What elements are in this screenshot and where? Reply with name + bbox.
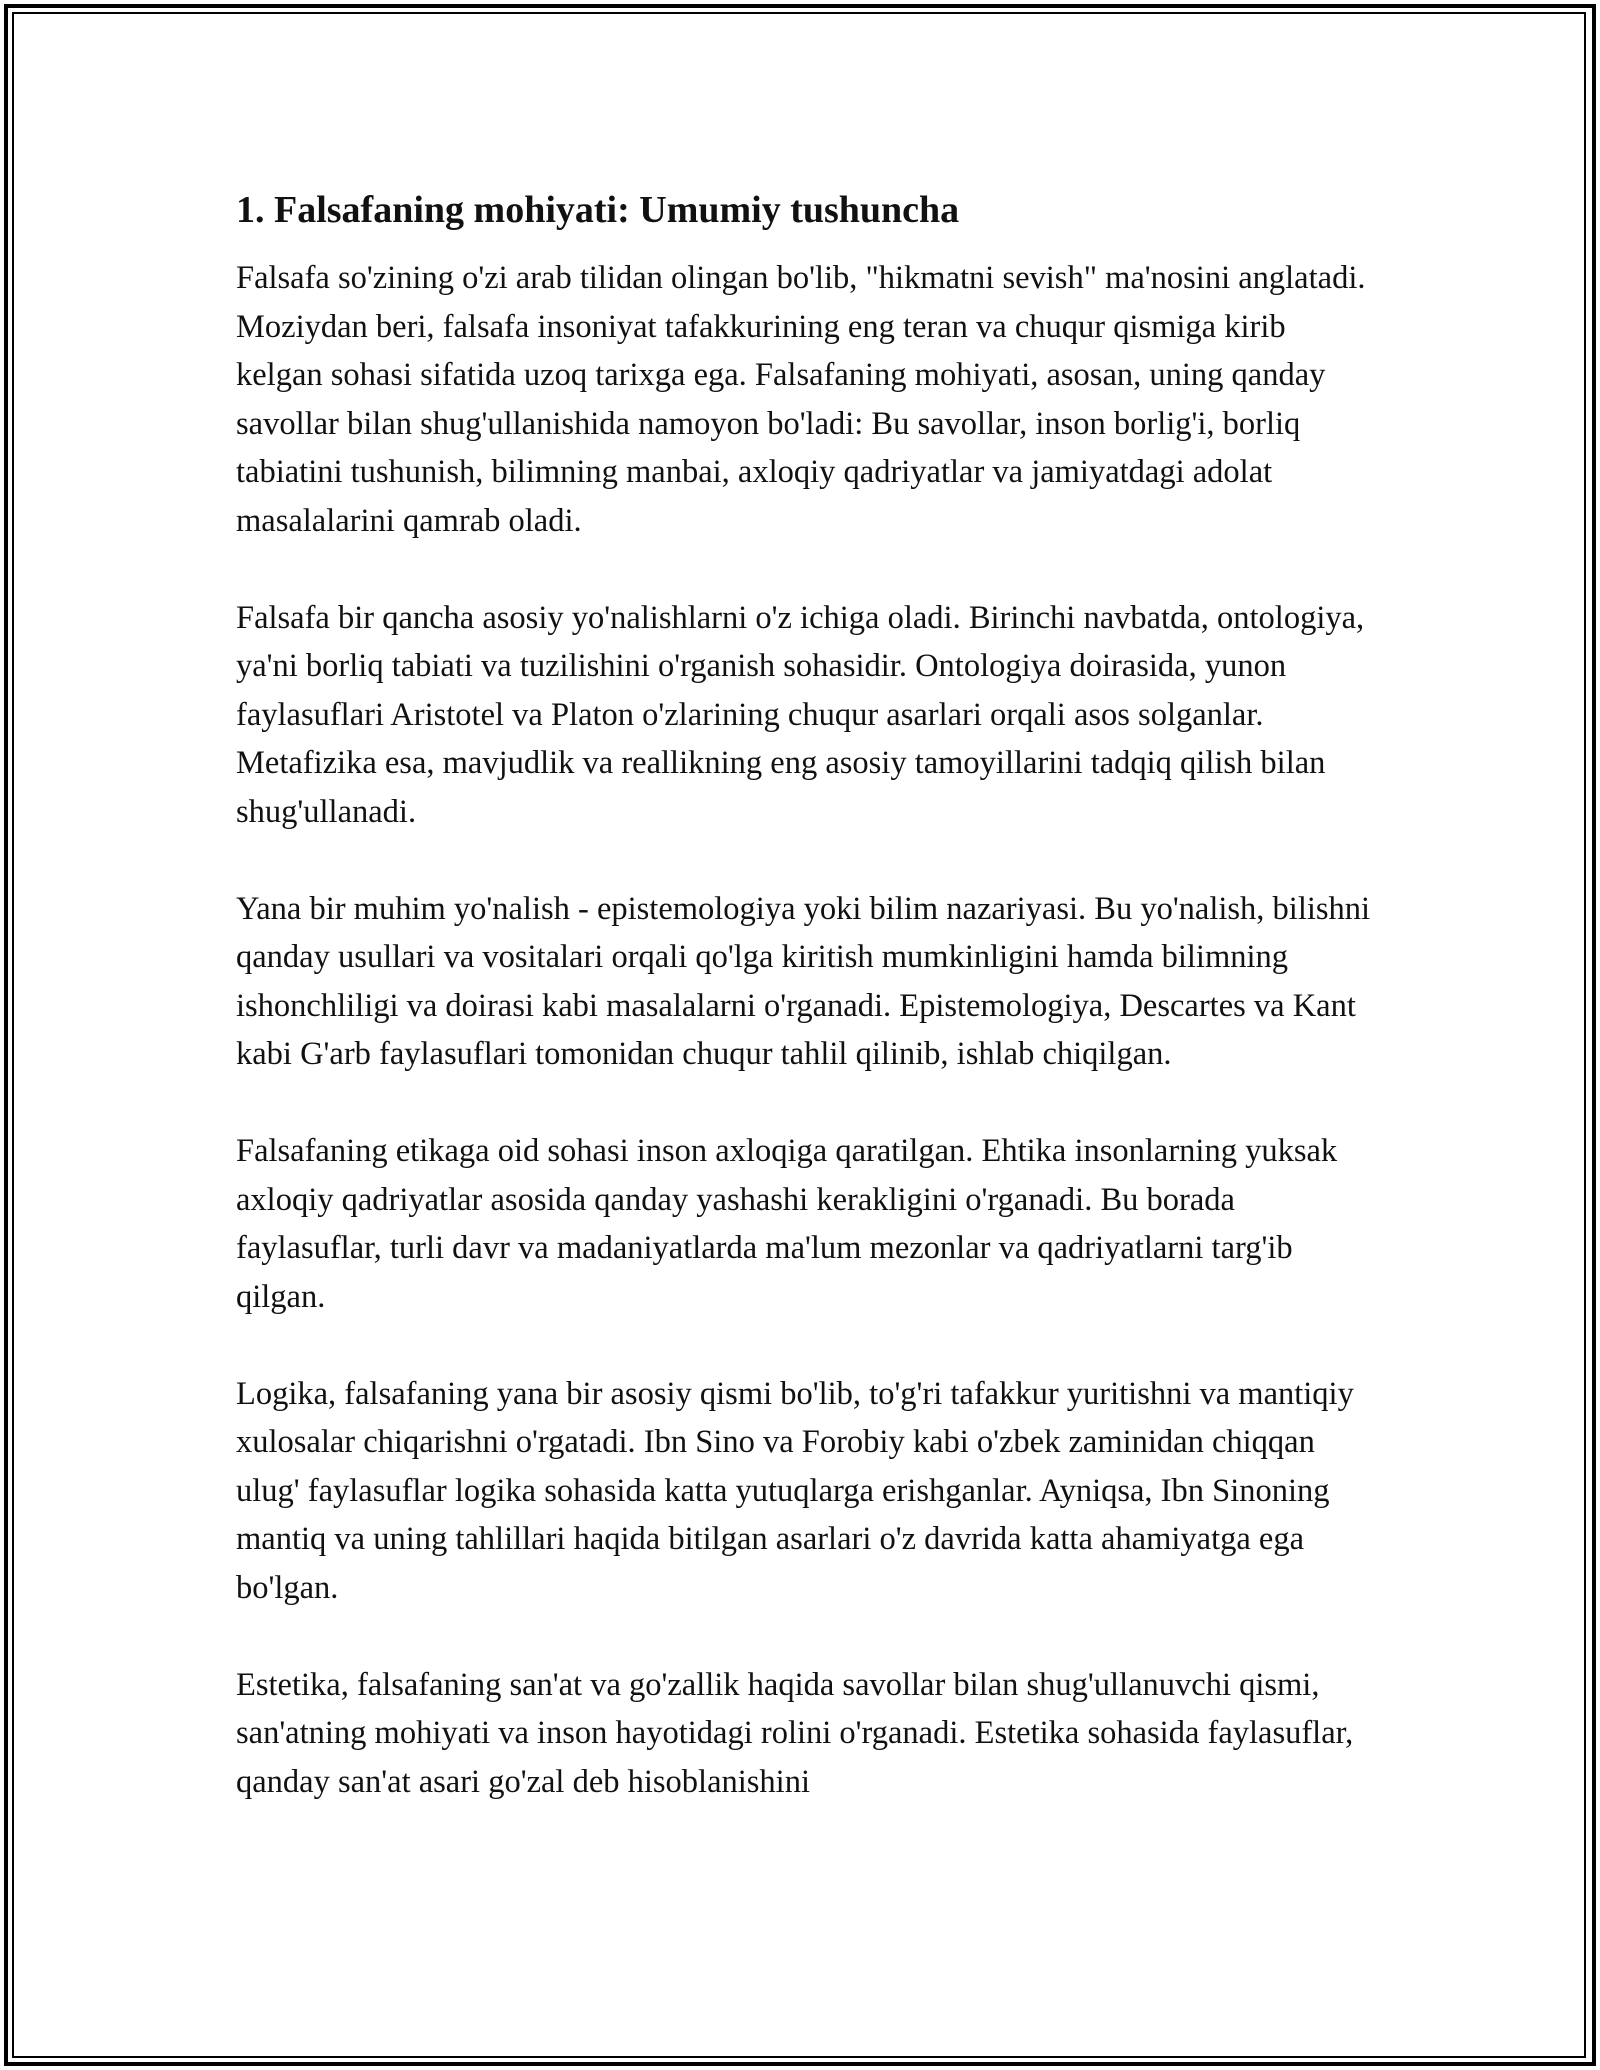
section-heading: 1. Falsafaning mohiyati: Umumiy tushuncha	[236, 189, 960, 231]
paragraph-6: Estetika, falsafaning san'at va go'zallik haqida savollar bilan shug'ullanuvchi qismi, san'atning mohiyati va inson hayotidagi rolini o'rganadi. Estetika sohasida faylasuflar, qanday san'at asari go'zal deb hisoblanishini	[236, 1666, 1354, 1800]
paragraph-2: Falsafa bir qancha asosiy yo'nalishlarni o'z ichiga oladi. Birinchi navbatda, ontologiya, ya'ni borliq tabiati va tuzilishini o'rganish sohasidir. Ontologiya doirasida, yunon faylasuflari Aristotel va Platon o'zlarining chuqur asarlari orqali asos solganlar. Metafizika esa, mavjudlik va reallikning eng asosiy tamoyillarini tadqiq qilish bilan shug'ullanadi.	[236, 599, 1365, 830]
paragraph-1: Falsafa so'zining o'zi arab tilidan olingan bo'lib, "hikmatni sevish" ma'nosini anglatadi. Moziydan beri, falsafa insoniyat tafakkurining eng teran va chuqur qismiga kirib kelgan sohasi sifatida uzoq tarixga ega. Falsafaning mohiyati, asosan, uning qanday savollar bilan shug'ullanishida namoyon bo'ladi: Bu savollar, inson borlig'i, borliq tabiatini tushunish, bilimning manbai, axloqiy qadriyatlar va jamiyatdagi adolat masalalarini qamrab oladi.	[236, 260, 1366, 539]
paragraph-4: Falsafaning etikaga oid sohasi inson axloqiga qaratilgan. Ehtika insonlarning yuksak axloqiy qadriyatlar asosida qanday yashashi kerakligini o'rganadi. Bu borada faylasuflar, turli davr va madaniyatlarda ma'lum mezonlar va qadriyatlarni targ'ib qilgan.	[236, 1133, 1338, 1315]
document-body	[236, 186, 1376, 1855]
paragraph-3: Yana bir muhim yo'nalish - epistemologiya yoki bilim nazariyasi. Bu yo'nalish, bilishni qanday usullari va vositalari orqali qo'lga kiritish mumkinligini hamda bilimning ishonchliligi va doirasi kabi masalalarni o'rganadi. Epistemologiya, Descartes va Kant kabi G'arb faylasuflari tomonidan chuqur tahlil qilinib, ishlab chiqilgan.	[236, 890, 1371, 1072]
paragraph-5: Logika, falsafaning yana bir asosiy qismi bo'lib, to'g'ri tafakkur yuritishni va mantiqiy xulosalar chiqarishni o'rgatadi. Ibn Sino va Forobiy kabi o'zbek zaminidan chiqqan ulug' faylasuflar logika sohasida katta yutuqlarga erishganlar. Ayniqsa, Ibn Sinoning mantiq va uning tahlillari haqida bitilgan asarlari o'z davrida katta ahamiyatga ega bo'lgan.	[236, 1375, 1354, 1606]
